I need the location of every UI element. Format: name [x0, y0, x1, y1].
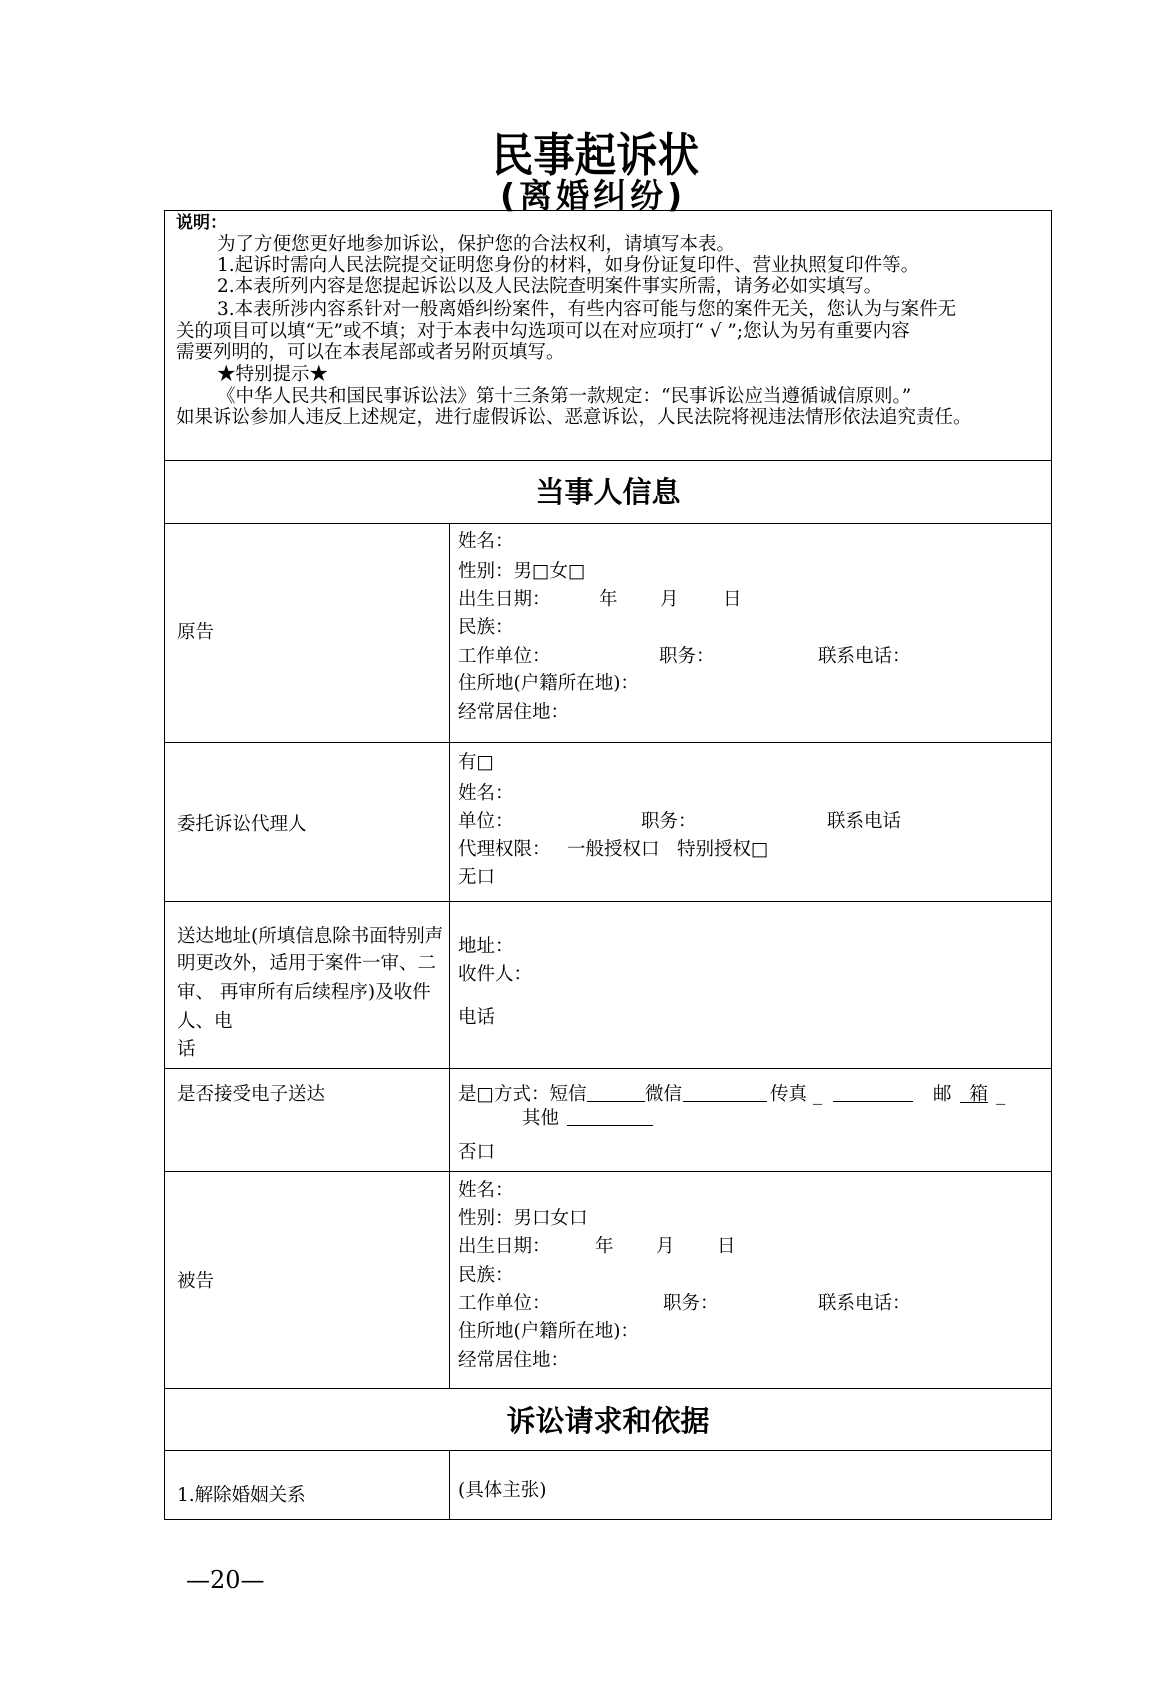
defendant-name-field[interactable]: 姓名： [458, 1180, 514, 1201]
section-title-parties: 当事人信息 [535, 475, 681, 509]
complaint-form-table [164, 210, 1052, 1520]
plaintiff-label-cell [164, 524, 450, 742]
female-label: 女 [550, 1208, 570, 1229]
claim-item-cell [164, 1451, 450, 1520]
claim-detail-cell[interactable] [450, 1451, 1052, 1520]
electronic-service-label-cell [164, 1069, 450, 1171]
claim-row [164, 1451, 1052, 1520]
defendant-fields-cell [450, 1172, 1052, 1388]
month-label: 月 [656, 1236, 675, 1257]
no-label: 否 [458, 1142, 477, 1163]
gender-label: 性别： [458, 1208, 514, 1229]
plaintiff-label: 原告 [177, 622, 215, 643]
month-label: 月 [660, 589, 679, 610]
service-address-label-line: 话 [177, 1039, 196, 1060]
gender-label: 性别： [458, 561, 514, 582]
employer-label[interactable]: 工作单位： [458, 1293, 551, 1314]
electronic-service-other-option [458, 1108, 1048, 1130]
plaintiff-domicile-field[interactable]: 住所地(户籍所在地)： [458, 673, 639, 694]
electronic-service-fields-cell [450, 1069, 1052, 1171]
defendant-birthdate-field[interactable] [458, 1236, 1048, 1258]
checkbox-eservice-yes[interactable]: □ [476, 1084, 494, 1105]
checkbox-defendant-male[interactable]: 口 [532, 1208, 551, 1229]
parties-section-header [164, 461, 1052, 524]
agent-organization-field [458, 811, 1048, 833]
service-address-label-line: 明更改外，适用于案件一审、二 [177, 953, 437, 974]
electronic-service-label: 是否接受电子送达 [177, 1084, 326, 1105]
general-authority-option [567, 839, 660, 861]
claim-detail-placeholder[interactable]: (具体主张) [458, 1480, 547, 1501]
service-address-label-line: 送达地址(所填信息除书面特别声 [177, 926, 444, 947]
wechat-blank[interactable] [683, 1084, 767, 1102]
day-label: 日 [717, 1236, 736, 1257]
sms-blank[interactable] [587, 1084, 645, 1102]
instructions-line: 1.起诉时需向人民法院提交证明您身份的材料，如身份证复印件、营业执照复印件等。 [217, 255, 920, 276]
email-label-part2: 箱 [969, 1084, 988, 1105]
special-authority-label: 特别授权 [677, 839, 752, 860]
fax-blank[interactable] [833, 1084, 913, 1102]
employer-label[interactable]: 工作单位： [458, 646, 551, 667]
plaintiff-fields-cell [450, 524, 1052, 742]
service-address-label-line: 审、 再审所有后续程序)及收件 [177, 982, 431, 1003]
plaintiff-ethnicity-field[interactable]: 民族： [458, 617, 514, 638]
wechat-label: 微信 [645, 1084, 683, 1105]
agent-label-cell [164, 743, 450, 901]
method-label: 方式： [494, 1084, 550, 1105]
instructions-line: 3.本表所涉内容系针对一般离婚纠纷案件，有些内容可能与您的案件无关，您认为与案件无 [217, 299, 957, 320]
other-label: 其他 [522, 1108, 560, 1129]
document-subtitle: (离婚纠纷) [500, 176, 687, 215]
defendant-ethnicity-field[interactable]: 民族： [458, 1265, 514, 1286]
male-label: 男 [513, 561, 533, 582]
instructions-line: 如果诉讼参加人违反上述规定，进行虚假诉讼、恶意诉讼，人民法院将视违法情形依法追究责任。 [176, 407, 972, 428]
electronic-service-yes-option [458, 1084, 1048, 1106]
checkbox-agent-none[interactable]: 口 [476, 867, 496, 888]
plaintiff-gender-field [458, 561, 586, 583]
service-address-label-line: 人、电 [177, 1011, 233, 1032]
agent-none-option [458, 867, 495, 889]
address-field[interactable]: 地址： [458, 936, 514, 957]
birthdate-label: 出生日期： [458, 1236, 551, 1257]
fax-underscore: _ [813, 1084, 823, 1105]
page-number: —20— [186, 1566, 265, 1594]
section-title-claims: 诉讼请求和依据 [506, 1404, 710, 1438]
defendant-domicile-field[interactable]: 住所地(户籍所在地)： [458, 1321, 639, 1342]
instructions-row [164, 210, 1052, 461]
agent-fields-cell [450, 743, 1052, 901]
checkbox-agent-has[interactable]: □ [476, 752, 494, 773]
authority-label: 代理权限： [458, 839, 551, 860]
instructions-line: 为了方便您更好地参加诉讼，保护您的合法权利，请填写本表。 [217, 234, 736, 255]
male-label: 男 [513, 1208, 533, 1229]
document-title: 民事起诉状 [492, 128, 699, 182]
instructions-line: 需要列明的，可以在本表尾部或者另附页填写。 [176, 342, 565, 363]
plaintiff-residence-field[interactable]: 经常居住地： [458, 702, 570, 723]
claim-item: 1.解除婚姻关系 [177, 1485, 306, 1506]
plaintiff-employment-field [458, 646, 1048, 668]
plaintiff-row [164, 524, 1052, 743]
agent-row [164, 743, 1052, 902]
claims-section-header [164, 1389, 1052, 1451]
has-label: 有 [458, 752, 477, 773]
general-authority-label: 一般授权 [567, 839, 642, 860]
checkbox-special-authority[interactable]: □ [751, 839, 769, 860]
checkbox-defendant-female[interactable]: 口 [569, 1208, 588, 1229]
special-authority-option [677, 839, 769, 861]
none-label: 无 [458, 867, 477, 888]
checkbox-eservice-no[interactable]: 口 [476, 1142, 496, 1163]
checkbox-general-authority[interactable]: 口 [641, 839, 660, 860]
service-address-label-cell [164, 902, 450, 1068]
position-label[interactable]: 职务： [641, 811, 697, 832]
email-underscore: _ [996, 1084, 1006, 1105]
agent-has-option [458, 752, 494, 774]
organization-label[interactable]: 单位： [458, 811, 514, 832]
defendant-residence-field[interactable]: 经常居住地： [458, 1350, 570, 1371]
year-label: 年 [595, 1236, 614, 1257]
phone-label[interactable]: 联系电话： [818, 646, 911, 667]
agent-authority-field [458, 839, 1048, 861]
fax-label: 传真 [770, 1084, 808, 1105]
instructions-heading: 说明： [176, 213, 227, 233]
phone-label[interactable]: 联系电话 [827, 811, 902, 832]
checkbox-plaintiff-female[interactable]: □ [568, 561, 586, 582]
other-blank[interactable] [567, 1108, 653, 1126]
defendant-row [164, 1172, 1052, 1389]
recipient-phone-field[interactable]: 电话 [458, 1007, 496, 1028]
female-label: 女 [549, 561, 569, 582]
phone-label[interactable]: 联系电话： [818, 1293, 911, 1314]
defendant-gender-field [458, 1208, 588, 1230]
position-label[interactable]: 职务： [663, 1293, 719, 1314]
defendant-label: 被告 [177, 1271, 215, 1292]
instructions-line: 关的项目可以填“无”或不填；对于本表中勾选项可以在对应项打“ √ ”;您认为另有重要内容 [176, 321, 910, 342]
email-label-part1: 邮 [933, 1084, 952, 1105]
service-address-fields-cell [450, 902, 1052, 1068]
instructions-line: 2.本表所列内容是您提起诉讼以及人民法院查明案件事实所需，请务必如实填写。 [217, 276, 883, 297]
birthdate-label: 出生日期： [458, 589, 551, 610]
plaintiff-name-field[interactable]: 姓名： [458, 531, 514, 552]
defendant-employment-field [458, 1293, 1048, 1315]
plaintiff-birthdate-field[interactable] [458, 589, 1048, 611]
electronic-service-no-option [458, 1142, 495, 1164]
agent-name-field[interactable]: 姓名： [458, 783, 514, 804]
instructions-line: 《中华人民共和国民事诉讼法》第十三条第一款规定：“民事诉讼应当遵循诚信原则。” [217, 386, 912, 407]
electronic-service-row [164, 1069, 1052, 1172]
defendant-label-cell [164, 1172, 450, 1388]
service-address-row [164, 902, 1052, 1069]
sms-label: 短信 [549, 1084, 587, 1105]
position-label[interactable]: 职务： [659, 646, 715, 667]
yes-label: 是 [458, 1084, 477, 1105]
recipient-field[interactable]: 收件人： [458, 964, 533, 985]
special-notice-heading: ★特别提示★ [217, 364, 329, 385]
agent-label: 委托诉讼代理人 [177, 814, 307, 835]
checkbox-plaintiff-male[interactable]: □ [532, 561, 550, 582]
year-label: 年 [599, 589, 618, 610]
email-blank[interactable] [960, 1084, 988, 1103]
day-label: 日 [723, 589, 742, 610]
